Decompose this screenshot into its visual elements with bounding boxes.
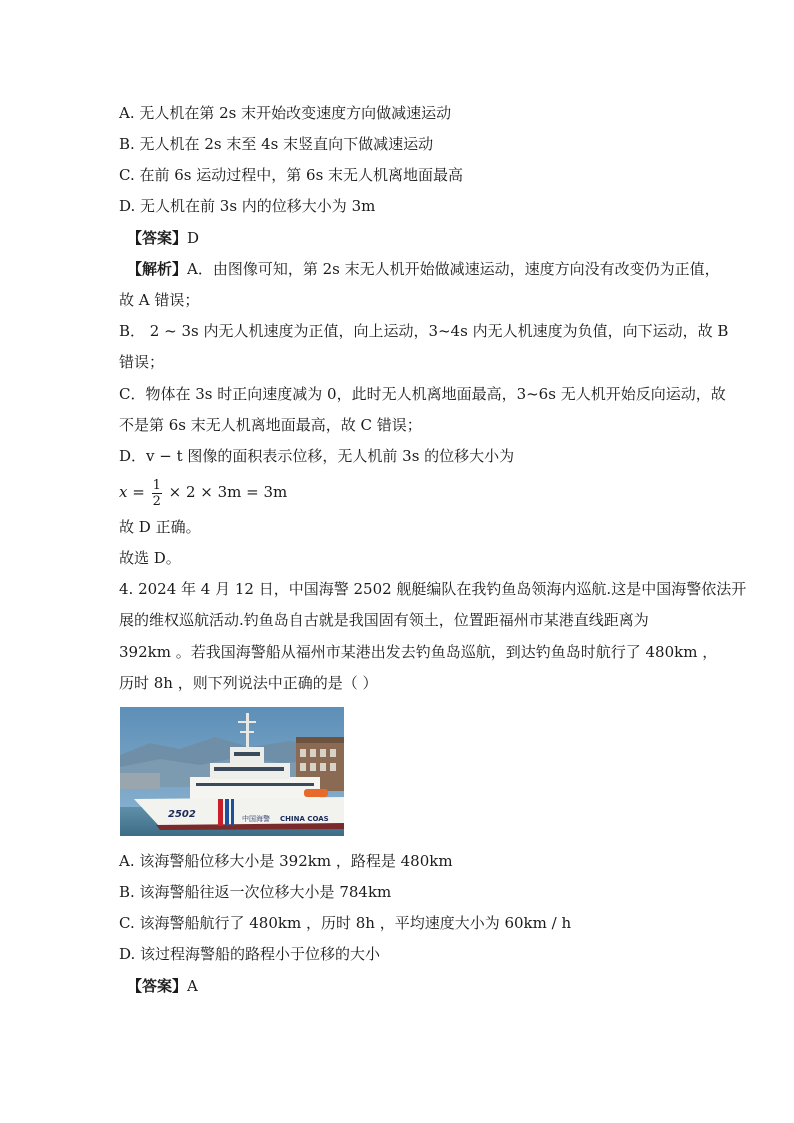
q3-analysis-c-line1: C．物体在 3s 时正向速度减为 0，此时无人机离地面最高，3~6s 无人机开始反向运动，故 — [119, 385, 726, 403]
q3-option-a: A. 无人机在第 2s 末开始改变速度方向做减速运动 — [119, 104, 452, 122]
q4-stem-line1: 4. 2024 年 4 月 12 日，中国海警 2502 舰艇编队在我钓鱼岛领海内巡航.这是中国海警依法开 — [119, 580, 747, 598]
q4-stem-line2: 展的维权巡航活动.钓鱼岛自古就是我国固有领土，位置距福州市某港直线距离为 — [119, 611, 649, 629]
answer-value: A — [187, 977, 198, 995]
q3-option-c: C. 在前 6s 运动过程中，第 6s 末无人机离地面最高 — [119, 166, 464, 184]
answer-label: 【答案】 — [127, 977, 188, 995]
q3-final-choice: 故选 D。 — [119, 549, 181, 567]
q4-stem-line4: 历时 8h ，则下列说法中正确的是（ ） — [119, 674, 378, 692]
q4-option-c: C. 该海警船航行了 480km ，历时 8h ，平均速度大小为 60km / h — [119, 914, 572, 932]
q3-answer — [127, 228, 687, 248]
q3-option-d: D. 无人机在前 3s 内的位移大小为 3m — [119, 197, 376, 215]
q4-stem-line3: 392km 。若我国海警船从福州市某港出发去钓鱼岛巡航，到达钓鱼岛时航行了 480km ， — [119, 643, 718, 661]
q3-analysis-c-line2: 不是第 6s 末无人机离地面最高，故 C 错误； — [119, 416, 422, 434]
formula-lhs: x = — [119, 483, 145, 501]
formula-rhs: × 2 × 3m = 3m — [168, 483, 288, 501]
q3-analysis-d-conclusion: 故 D 正确。 — [119, 518, 201, 536]
answer-value: D — [187, 229, 200, 247]
q4-option-b: B. 该海警船往返一次位移大小是 784km — [119, 883, 392, 901]
q3-analysis-a-line1 — [127, 259, 720, 279]
coast-guard-ship-photo — [120, 707, 344, 836]
answer-label: 【答案】 — [127, 229, 188, 247]
q3-formula — [119, 474, 679, 510]
formula-fraction — [152, 478, 162, 509]
q3-analysis-a-line2: 故 A 错误； — [119, 291, 200, 309]
q3-analysis-d-line1: D．v − t 图像的面积表示位移，无人机前 3s 的位移大小为 — [119, 447, 515, 465]
hull-text-en: CHINA COAS — [280, 815, 329, 823]
q4-option-d: D. 该过程海警船的路程小于位移的大小 — [119, 945, 381, 963]
analysis-label: 【解析】 — [127, 260, 188, 278]
q4-answer — [127, 976, 687, 996]
formula-numerator: 1 — [152, 477, 161, 493]
hull-number: 2502 — [168, 809, 196, 820]
q3-option-b: B. 无人机在 2s 末至 4s 末竖直向下做减速运动 — [119, 135, 434, 153]
hull-text-cn: 中国海警 — [242, 815, 270, 823]
formula-denominator: 2 — [152, 493, 161, 509]
q3-analysis-b-line1: B． 2 ~ 3s 内无人机速度为正值，向上运动，3~4s 内无人机速度为负值，向下运动，故 B — [119, 322, 729, 340]
analysis-a-text: A．由图像可知，第 2s 末无人机开始做减速运动，速度方向没有改变仍为正值， — [187, 260, 720, 278]
q3-analysis-b-line2: 错误； — [119, 353, 165, 371]
q4-option-a: A. 该海警船位移大小是 392km ，路程是 480km — [119, 852, 453, 870]
